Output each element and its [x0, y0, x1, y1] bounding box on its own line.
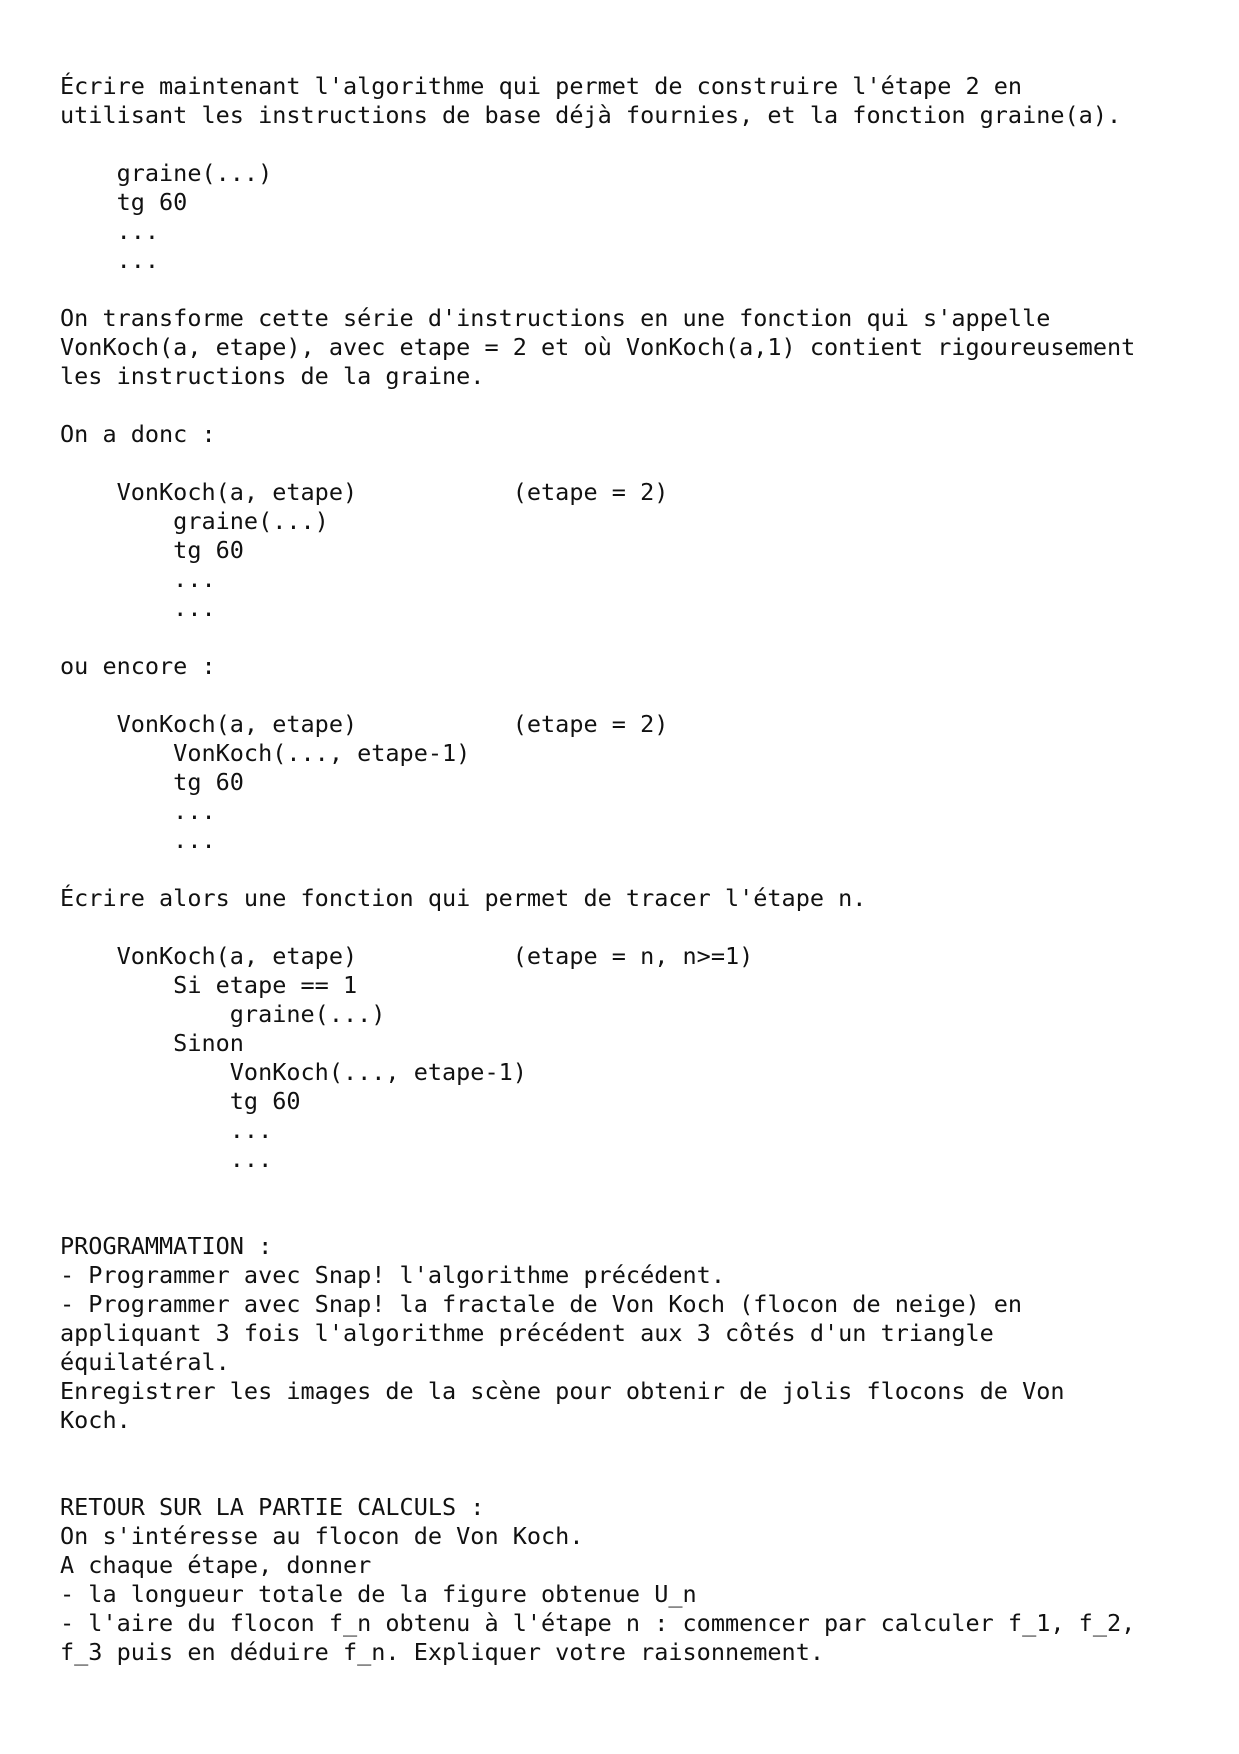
text-line: Si etape == 1 [60, 971, 358, 999]
text-line: ... [60, 1145, 273, 1173]
text-line: f_3 puis en déduire f_n. Expliquer votre raisonnement. [60, 1638, 825, 1666]
text-line: - l'aire du flocon f_n obtenu à l'étape n : commencer par calculer f_1, f_2, [60, 1609, 1136, 1637]
text-line: graine(...) [60, 507, 329, 535]
text-line: les instructions de la graine. [60, 362, 485, 390]
text-line: équilatéral. [60, 1348, 230, 1376]
text-line: - Programmer avec Snap! la fractale de Von Koch (flocon de neige) en [60, 1290, 1023, 1318]
text-line: ... [60, 1116, 273, 1144]
text-line: On transforme cette série d'instructions en une fonction qui s'appelle [60, 304, 1051, 332]
text-line: ... [60, 565, 216, 593]
text-line: VonKoch(a, etape), avec etape = 2 et où VonKoch(a,1) contient rigoureusement [60, 333, 1136, 361]
text-line: On s'intéresse au flocon de Von Koch. [60, 1522, 584, 1550]
text-line: A chaque étape, donner [60, 1551, 372, 1579]
text-line: PROGRAMMATION : [60, 1232, 273, 1260]
text-line: ... [60, 797, 216, 825]
text-line: ... [60, 594, 216, 622]
text-line: Enregistrer les images de la scène pour obtenir de jolis flocons de Von [60, 1377, 1065, 1405]
text-line: ou encore : [60, 652, 216, 680]
text-line: graine(...) [60, 159, 273, 187]
text-line: VonKoch(..., etape-1) [60, 739, 471, 767]
text-line: VonKoch(..., etape-1) [60, 1058, 527, 1086]
text-line: utilisant les instructions de base déjà fournies, et la fonction graine(a). [60, 101, 1122, 129]
text-line: VonKoch(a, etape) (etape = 2) [60, 710, 669, 738]
text-line: Écrire alors une fonction qui permet de tracer l'étape n. [60, 884, 867, 912]
text-line: tg 60 [60, 768, 244, 796]
text-line: - la longueur totale de la figure obtenue U_n [60, 1580, 697, 1608]
text-line: On a donc : [60, 420, 216, 448]
text-line: Sinon [60, 1029, 244, 1057]
text-line: ... [60, 246, 160, 274]
text-line: ... [60, 217, 160, 245]
text-line: - Programmer avec Snap! l'algorithme précédent. [60, 1261, 725, 1289]
text-line: tg 60 [60, 1087, 301, 1115]
text-line: RETOUR SUR LA PARTIE CALCULS : [60, 1493, 485, 1521]
text-line: tg 60 [60, 188, 188, 216]
text-line: VonKoch(a, etape) (etape = n, n>=1) [60, 942, 754, 970]
text-line: graine(...) [60, 1000, 386, 1028]
text-line: ... [60, 826, 216, 854]
text-line: tg 60 [60, 536, 244, 564]
text-line: Écrire maintenant l'algorithme qui permet de construire l'étape 2 en [60, 72, 1023, 100]
text-line: VonKoch(a, etape) (etape = 2) [60, 478, 669, 506]
text-line: appliquant 3 fois l'algorithme précédent aux 3 côtés d'un triangle [60, 1319, 994, 1347]
text-line: Koch. [60, 1406, 131, 1434]
